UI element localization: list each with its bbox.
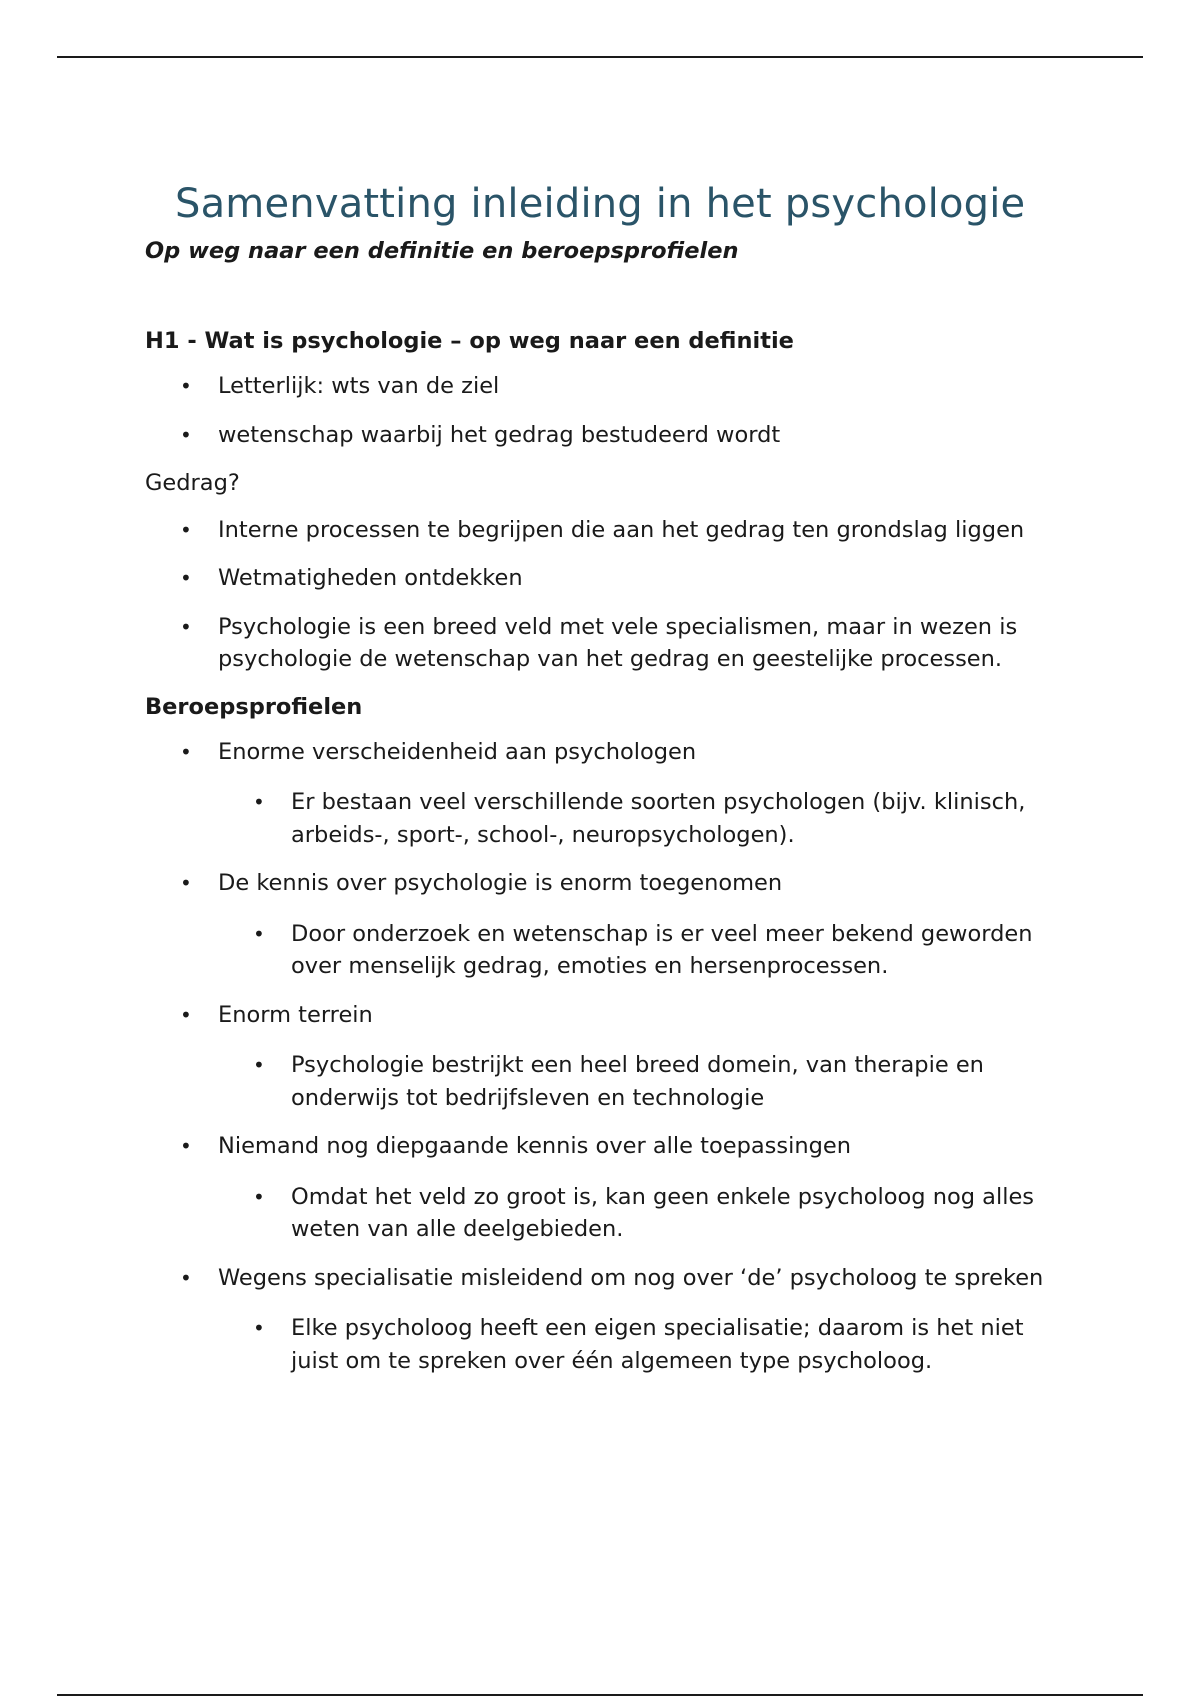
bullet-icon: • xyxy=(180,614,192,639)
gedrag-label: Gedrag? xyxy=(145,470,240,496)
list-item xyxy=(145,419,1065,452)
bullet-icon: • xyxy=(180,1134,192,1158)
list-item xyxy=(145,1262,1065,1378)
sub-list-item xyxy=(218,1312,1065,1377)
sub-list-item xyxy=(218,1049,1065,1114)
list-item xyxy=(145,999,1065,1115)
sub-list-item xyxy=(218,918,1065,983)
bullet-icon: • xyxy=(253,1053,265,1077)
bottom-rule xyxy=(57,1694,1143,1696)
gedrag-list xyxy=(145,514,1065,676)
sub-list-item-text: Door onderzoek en wetenschap is er veel meer bekend geworden over menselijk gedrag, emoties en hersenprocessen. xyxy=(291,920,1033,979)
list-item-text: Wegens specialisatie misleidend om nog over ‘de’ psycholoog te spreken xyxy=(218,1264,1044,1291)
list-item-text: Niemand nog diepgaande kennis over alle toepassingen xyxy=(218,1133,852,1159)
bullet-icon: • xyxy=(180,517,192,542)
intro-list xyxy=(145,370,1065,451)
document-title: Samenvatting inleiding in het psychologie xyxy=(175,181,1026,227)
document-body xyxy=(145,178,1065,1377)
bullet-icon: • xyxy=(253,1184,265,1209)
bullet-icon: • xyxy=(253,790,265,814)
list-item xyxy=(145,370,1065,403)
bullet-icon: • xyxy=(180,739,192,764)
sub-list-item-text: Omdat het veld zo groot is, kan geen enkele psycholoog nog alles weten van alle deelgebieden. xyxy=(291,1183,1035,1242)
bullet-icon: • xyxy=(253,1316,265,1340)
bullet-icon: • xyxy=(180,566,192,590)
bullet-icon: • xyxy=(180,422,192,447)
list-item-text: Letterlijk: wts van de ziel xyxy=(218,373,500,399)
list-item xyxy=(145,562,1065,595)
sub-list-item xyxy=(218,1181,1065,1246)
list-item-text: Enorm terrein xyxy=(218,1001,373,1028)
sub-list-item-text: Er bestaan veel verschillende soorten psychologen (bijv. klinisch, arbeids-, sport-, school-, neuropsychologen). xyxy=(291,789,1026,848)
sub-list xyxy=(218,1312,1065,1377)
top-rule xyxy=(57,56,1143,58)
section-heading: H1 - Wat is psychologie – op weg naar een definitie xyxy=(145,328,794,354)
list-item-text: Wetmatigheden ontdekken xyxy=(218,565,523,591)
list-item-text: Psychologie is een breed veld met vele specialismen, maar in wezen is psychologie de wetenschap van het gedrag en geestelijke processen. xyxy=(218,613,1018,672)
list-item-text: wetenschap waarbij het gedrag bestudeerd wordt xyxy=(218,421,781,448)
bullet-icon: • xyxy=(180,374,192,398)
sub-list-item-text: Elke psycholoog heeft een eigen specialisatie; daarom is het niet juist om te spreken over één algemeen type psycholoog. xyxy=(291,1315,1024,1374)
list-item xyxy=(145,867,1065,983)
list-item xyxy=(145,736,1065,852)
sub-list xyxy=(218,1181,1065,1246)
sub-list xyxy=(218,918,1065,983)
sub-list xyxy=(218,786,1065,851)
list-item xyxy=(145,611,1065,676)
sub-list xyxy=(218,1049,1065,1114)
sub-list-item-text: Psychologie bestrijkt een heel breed domein, van therapie en onderwijs tot bedrijfsleven en technologie xyxy=(291,1052,984,1111)
beroepsprofielen-heading: Beroepsprofielen xyxy=(145,693,363,720)
list-item xyxy=(145,1130,1065,1246)
list-item-text: Enorme verscheidenheid aan psychologen xyxy=(218,738,697,765)
bullet-icon: • xyxy=(253,921,265,946)
list-item-text: De kennis over psychologie is enorm toegenomen xyxy=(218,870,783,896)
bullet-icon: • xyxy=(180,1002,192,1027)
sub-list-item xyxy=(218,786,1065,851)
bullet-icon: • xyxy=(180,1265,192,1290)
list-item xyxy=(145,514,1065,547)
list-item-text: Interne processen te begrijpen die aan het gedrag ten grondslag liggen xyxy=(218,516,1025,543)
beroeps-list xyxy=(145,736,1065,1378)
document-subtitle: Op weg naar een definitie en beroepsprofielen xyxy=(145,238,739,264)
bullet-icon: • xyxy=(180,871,192,895)
